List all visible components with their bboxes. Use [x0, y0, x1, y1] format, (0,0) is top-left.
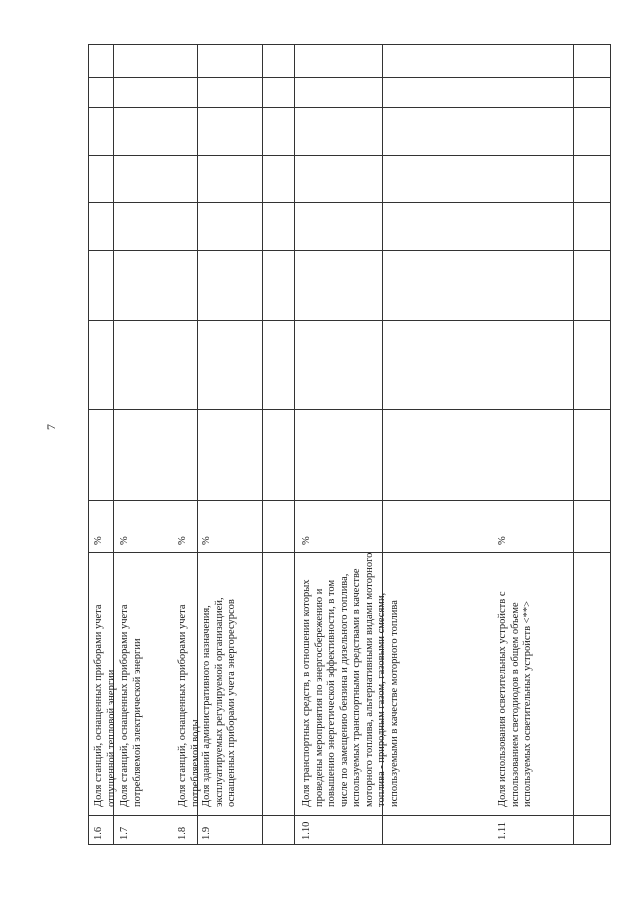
grid-line	[89, 202, 610, 203]
grid-line	[89, 409, 610, 410]
grid-line	[294, 45, 295, 844]
row-number: 1.7	[119, 826, 130, 840]
grid-line	[89, 77, 610, 78]
row-name: Доля зданий административного назначения, эксплуатируемых регулируемой организацией, оснащенных приборами учета энергоресурсов	[201, 597, 237, 807]
row-number: 1.11	[497, 822, 508, 840]
row-unit: %	[177, 536, 188, 545]
row-name: Доля станций, оснащенных приборами учета потребляемой воды	[177, 604, 201, 807]
row-number: 1.8	[177, 826, 188, 840]
page-number: 7	[44, 424, 58, 430]
grid-line	[89, 155, 610, 156]
row-number: 1.10	[301, 821, 312, 840]
row-number: 1.6	[93, 826, 104, 840]
row-number: 1.9	[201, 826, 212, 840]
row-unit: %	[119, 536, 130, 545]
indicators-table	[88, 44, 611, 845]
grid-line	[89, 107, 610, 108]
row-unit: %	[201, 536, 212, 545]
grid-line	[89, 320, 610, 321]
row-name: Доля транспортных средств, в отношении которых проведены мероприятия по энергосбережению и повышению энергетической эффективности, в том числе по замещению бензина и дизельного топлива, используемых транспортными средствами в качестве моторного топлива, альтернативными видами моторного топлива - природным газом, газовыми смесями, используемыми в качестве моторного топлива	[301, 552, 400, 807]
grid-line	[89, 250, 610, 251]
row-name: Доля станций, оснащенных приборами учета потребляемой электрической энергии	[119, 604, 143, 807]
grid-line	[89, 815, 610, 816]
row-name: Доля станций, оснащенных приборами учета отпущенной тепловой энергии	[93, 604, 117, 807]
row-unit: %	[301, 536, 312, 545]
row-unit: %	[93, 536, 104, 545]
grid-line	[573, 45, 574, 844]
grid-line	[262, 45, 263, 844]
row-name: Доля использования осветительных устройств с использованием светодиодов в общем объеме используемых осветительных устройств <**>	[497, 591, 533, 807]
row-unit: %	[497, 536, 508, 545]
grid-line	[89, 500, 610, 501]
